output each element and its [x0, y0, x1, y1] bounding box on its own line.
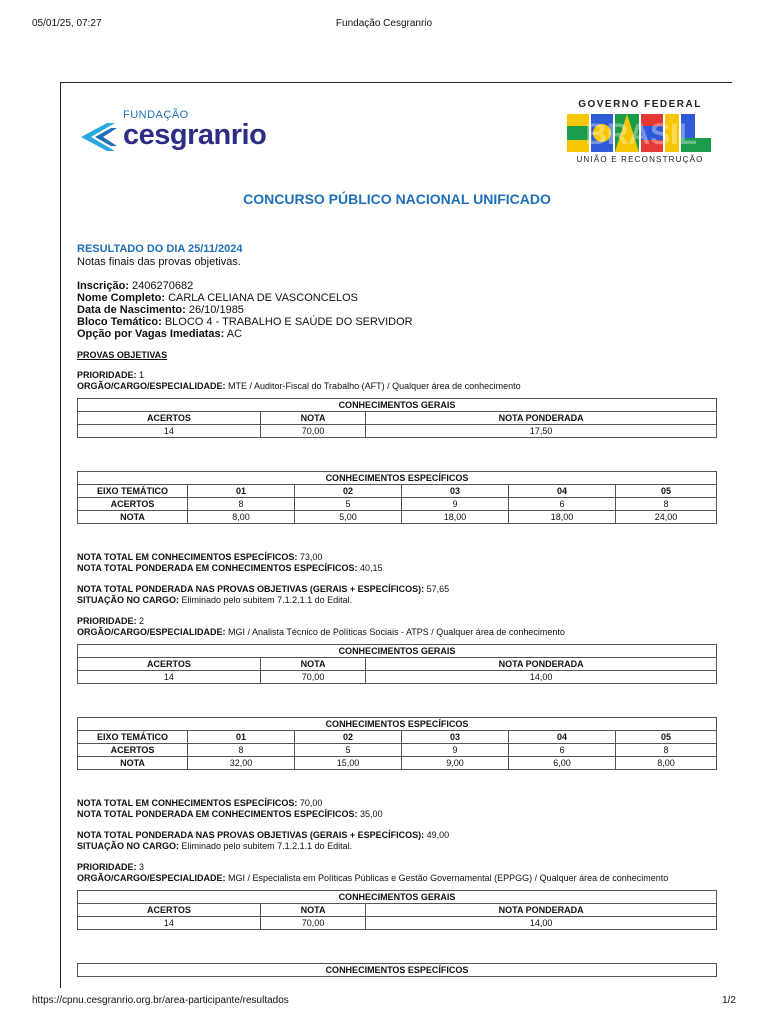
provas-objetivas-heading: PROVAS OBJETIVAS — [77, 350, 168, 360]
brasil-logo-graphic — [567, 114, 715, 152]
opcao-line: Opção por Vagas Imediatas: AC — [77, 328, 243, 340]
governo-federal-logo — [565, 99, 715, 169]
situacao-line: SITUAÇÃO NO CARGO: Eliminado pelo subitem 7.1.2.1.1 do Edital. — [77, 595, 353, 605]
inscricao-value: 2406270682 — [132, 280, 194, 292]
total-pond-obj-line: NOTA TOTAL PONDERADA NAS PROVAS OBJETIVAS (GERAIS + ESPECÍFICOS): 49,00 — [77, 830, 450, 840]
governo-federal-text: GOVERNO FEDERAL — [578, 99, 702, 110]
cesgranrio-text: cesgranrio — [123, 119, 267, 151]
fundacao-text: FUNDAÇÃO — [123, 109, 189, 121]
opcao-value: AC — [226, 328, 243, 340]
prioridade-line: PRIORIDADE: 3 — [77, 862, 145, 872]
cesgranrio-arrow-icon — [81, 123, 121, 155]
orgao-line: ORGÃO/CARGO/ESPECIALIDADE: MGI / Analista Técnico de Políticas Sociais - ATPS / Qualquer área de conhecimento — [77, 627, 565, 637]
gerais-table: CONHECIMENTOS GERAIS ACERTOS NOTA NOTA PONDERADA 14 70,00 14,00 — [77, 644, 717, 684]
print-url: https://cpnu.cesgranrio.org.br/area-participante/resultados — [32, 995, 289, 1006]
nome-line: Nome Completo: CARLA CELIANA DE VASCONCELOS — [77, 292, 358, 304]
result-content — [77, 242, 717, 977]
print-header — [32, 18, 736, 32]
result-title: RESULTADO DO DIA 25/11/2024 — [77, 243, 243, 255]
especificos-table: CONHECIMENTOS ESPECÍFICOS — [77, 963, 717, 977]
page-title: CONCURSO PÚBLICO NACIONAL UNIFICADO — [243, 191, 551, 207]
result-subtitle: Notas finais das provas objetivas. — [77, 256, 241, 268]
nascimento-line: Data de Nascimento: 26/10/1985 — [77, 304, 244, 316]
print-title: Fundação Cesgranrio — [335, 18, 433, 29]
total-pond-esp-line: NOTA TOTAL PONDERADA EM CONHECIMENTOS ESPECÍFICOS: 40,15 — [77, 563, 383, 573]
orgao-line: ORGÃO/CARGO/ESPECIALIDADE: MTE / Auditor-Fiscal do Trabalho (AFT) / Qualquer área de conhecimento — [77, 381, 521, 391]
bloco-value: BLOCO 4 - TRABALHO E SAÚDE DO SERVIDOR — [164, 316, 413, 328]
prioridade-line: PRIORIDADE: 1 — [77, 370, 145, 380]
print-date: 05/01/25, 07:27 — [32, 18, 102, 29]
cesgranrio-logo — [81, 105, 281, 161]
gerais-table: CONHECIMENTOS GERAIS ACERTOS NOTA NOTA PONDERADA 14 70,00 17,50 — [77, 398, 717, 438]
prioridade-line: PRIORIDADE: 2 — [77, 616, 145, 626]
bloco-line: Bloco Temático: BLOCO 4 - TRABALHO E SAÚDE DO SERVIDOR — [77, 316, 413, 328]
nascimento-value: 26/10/1985 — [188, 304, 244, 316]
nome-value: CARLA CELIANA DE VASCONCELOS — [168, 292, 358, 304]
total-pond-esp-line: NOTA TOTAL PONDERADA EM CONHECIMENTOS ESPECÍFICOS: 35,00 — [77, 809, 383, 819]
orgao-line: ORGÃO/CARGO/ESPECIALIDADE: MGI / Especialista em Políticas Públicas e Gestão Governamental (EPPGG) / Qualquer área de conhecimento — [77, 873, 669, 883]
print-footer — [32, 995, 736, 1009]
situacao-line: SITUAÇÃO NO CARGO: Eliminado pelo subitem 7.1.2.1.1 do Edital. — [77, 841, 353, 851]
total-esp-line: NOTA TOTAL EM CONHECIMENTOS ESPECÍFICOS: 70,00 — [77, 798, 323, 808]
uniao-reconstrucao-text: UNIÃO E RECONSTRUÇÃO — [576, 155, 704, 164]
print-page-number: 1/2 — [722, 995, 736, 1006]
total-pond-obj-line: NOTA TOTAL PONDERADA NAS PROVAS OBJETIVAS (GERAIS + ESPECÍFICOS): 57,65 — [77, 584, 450, 594]
especificos-table: CONHECIMENTOS ESPECÍFICOS EIXO TEMÁTICO 01 02 03 04 05 ACERTOS 8 5 9 6 8 NOTA 8,00 5,00 18,00 18,00 24,00 — [77, 471, 717, 524]
brasil-wordmark: BRASIL — [585, 118, 697, 151]
total-esp-line: NOTA TOTAL EM CONHECIMENTOS ESPECÍFICOS: 73,00 — [77, 552, 323, 562]
document — [60, 82, 732, 988]
especificos-table: CONHECIMENTOS ESPECÍFICOS EIXO TEMÁTICO 01 02 03 04 05 ACERTOS 8 5 9 6 8 NOTA 32,00 15,00 9,00 6,00 8,00 — [77, 717, 717, 770]
inscricao-line: Inscrição: 2406270682 — [77, 280, 194, 292]
gerais-table: CONHECIMENTOS GERAIS ACERTOS NOTA NOTA PONDERADA 14 70,00 14,00 — [77, 890, 717, 930]
